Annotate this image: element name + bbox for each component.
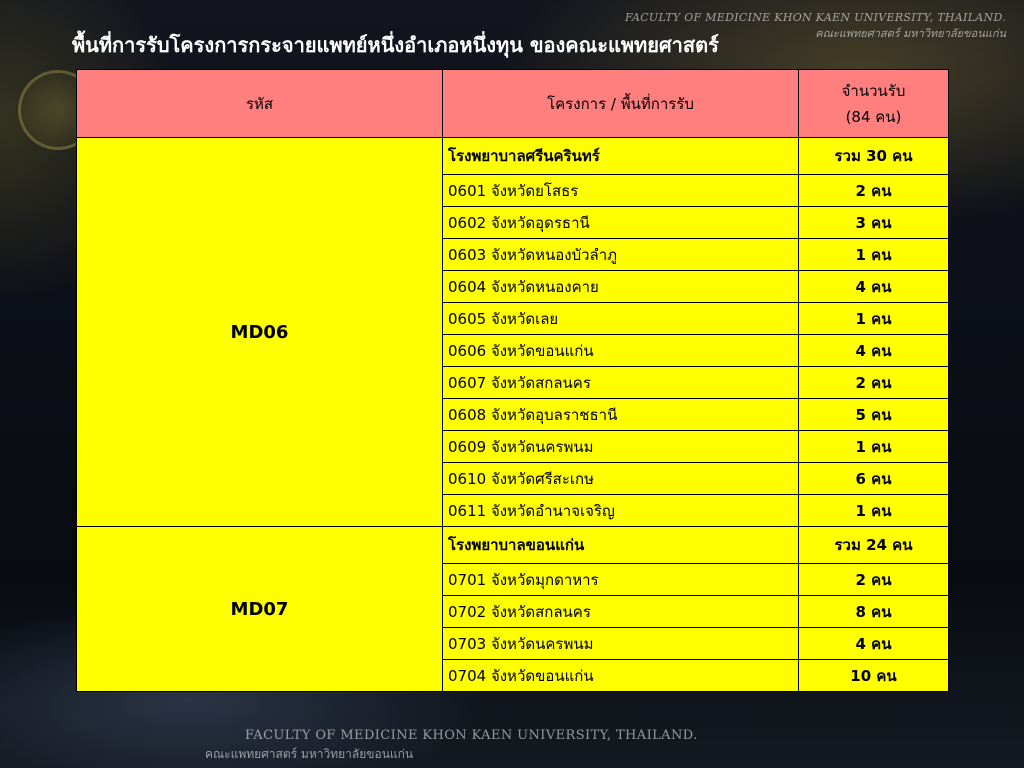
watermark-bottom (205, 727, 698, 763)
watermark-top-thai: คณะแพทยศาสตร์ มหาวิทยาลัยขอนแก่น (815, 27, 1006, 40)
area-cell: 0702 จังหวัดสกลนคร (443, 596, 799, 628)
count-cell: 5 คน (799, 399, 949, 431)
count-cell: 2 คน (799, 564, 949, 596)
count-cell: 10 คน (799, 660, 949, 692)
area-cell: 0610 จังหวัดศรีสะเกษ (443, 463, 799, 495)
header-count (799, 70, 949, 138)
count-cell: 1 คน (799, 239, 949, 271)
watermark-bottom-english: FACULTY OF MEDICINE KHON KAEN UNIVERSITY, THAILAND. (245, 728, 698, 743)
area-cell: 0608 จังหวัดอุบลราชธานี (443, 399, 799, 431)
admission-table (76, 69, 949, 692)
area-cell: 0602 จังหวัดอุดรธานี (443, 207, 799, 239)
count-cell: 1 คน (799, 303, 949, 335)
count-cell: 2 คน (799, 367, 949, 399)
header-project: โครงการ / พื้นที่การรับ (443, 70, 799, 138)
table-body (77, 138, 949, 692)
count-cell: 3 คน (799, 207, 949, 239)
area-cell: 0703 จังหวัดนครพนม (443, 628, 799, 660)
area-cell: 0603 จังหวัดหนองบัวลำภู (443, 239, 799, 271)
header-count-total: (84 คน) (845, 107, 902, 126)
header-count-label: จำนวนรับ (841, 81, 906, 100)
table-header-row (77, 70, 949, 138)
group-code: MD07 (77, 527, 443, 692)
area-cell: 0611 จังหวัดอำนาจเจริญ (443, 495, 799, 527)
count-cell: 1 คน (799, 495, 949, 527)
hospital-total: รวม 30 คน (799, 138, 949, 175)
watermark-top-english: FACULTY OF MEDICINE KHON KAEN UNIVERSITY, THAILAND. (624, 11, 1006, 24)
watermark-bottom-thai: คณะแพทยศาสตร์ มหาวิทยาลัยขอนแก่น (205, 747, 414, 761)
count-cell: 8 คน (799, 596, 949, 628)
count-cell: 4 คน (799, 271, 949, 303)
area-cell: 0609 จังหวัดนครพนม (443, 431, 799, 463)
hospital-row (77, 138, 949, 175)
area-cell: 0605 จังหวัดเลย (443, 303, 799, 335)
area-cell: 0606 จังหวัดขอนแก่น (443, 335, 799, 367)
hospital-name: โรงพยาบาลศรีนครินทร์ (443, 138, 799, 175)
area-cell: 0701 จังหวัดมุกดาหาร (443, 564, 799, 596)
count-cell: 6 คน (799, 463, 949, 495)
area-cell: 0704 จังหวัดขอนแก่น (443, 660, 799, 692)
header-code: รหัส (77, 70, 443, 138)
area-cell: 0604 จังหวัดหนองคาย (443, 271, 799, 303)
slide-title: พื้นที่การรับโครงการกระจายแพทย์หนึ่งอำเภอหนึ่งทุน ของคณะแพทยศาสตร์ (72, 33, 719, 57)
group-code: MD06 (77, 138, 443, 527)
area-cell: 0601 จังหวัดยโสธร (443, 175, 799, 207)
count-cell: 1 คน (799, 431, 949, 463)
hospital-row (77, 527, 949, 564)
count-cell: 4 คน (799, 628, 949, 660)
area-cell: 0607 จังหวัดสกลนคร (443, 367, 799, 399)
count-cell: 2 คน (799, 175, 949, 207)
hospital-name: โรงพยาบาลขอนแก่น (443, 527, 799, 564)
count-cell: 4 คน (799, 335, 949, 367)
hospital-total: รวม 24 คน (799, 527, 949, 564)
